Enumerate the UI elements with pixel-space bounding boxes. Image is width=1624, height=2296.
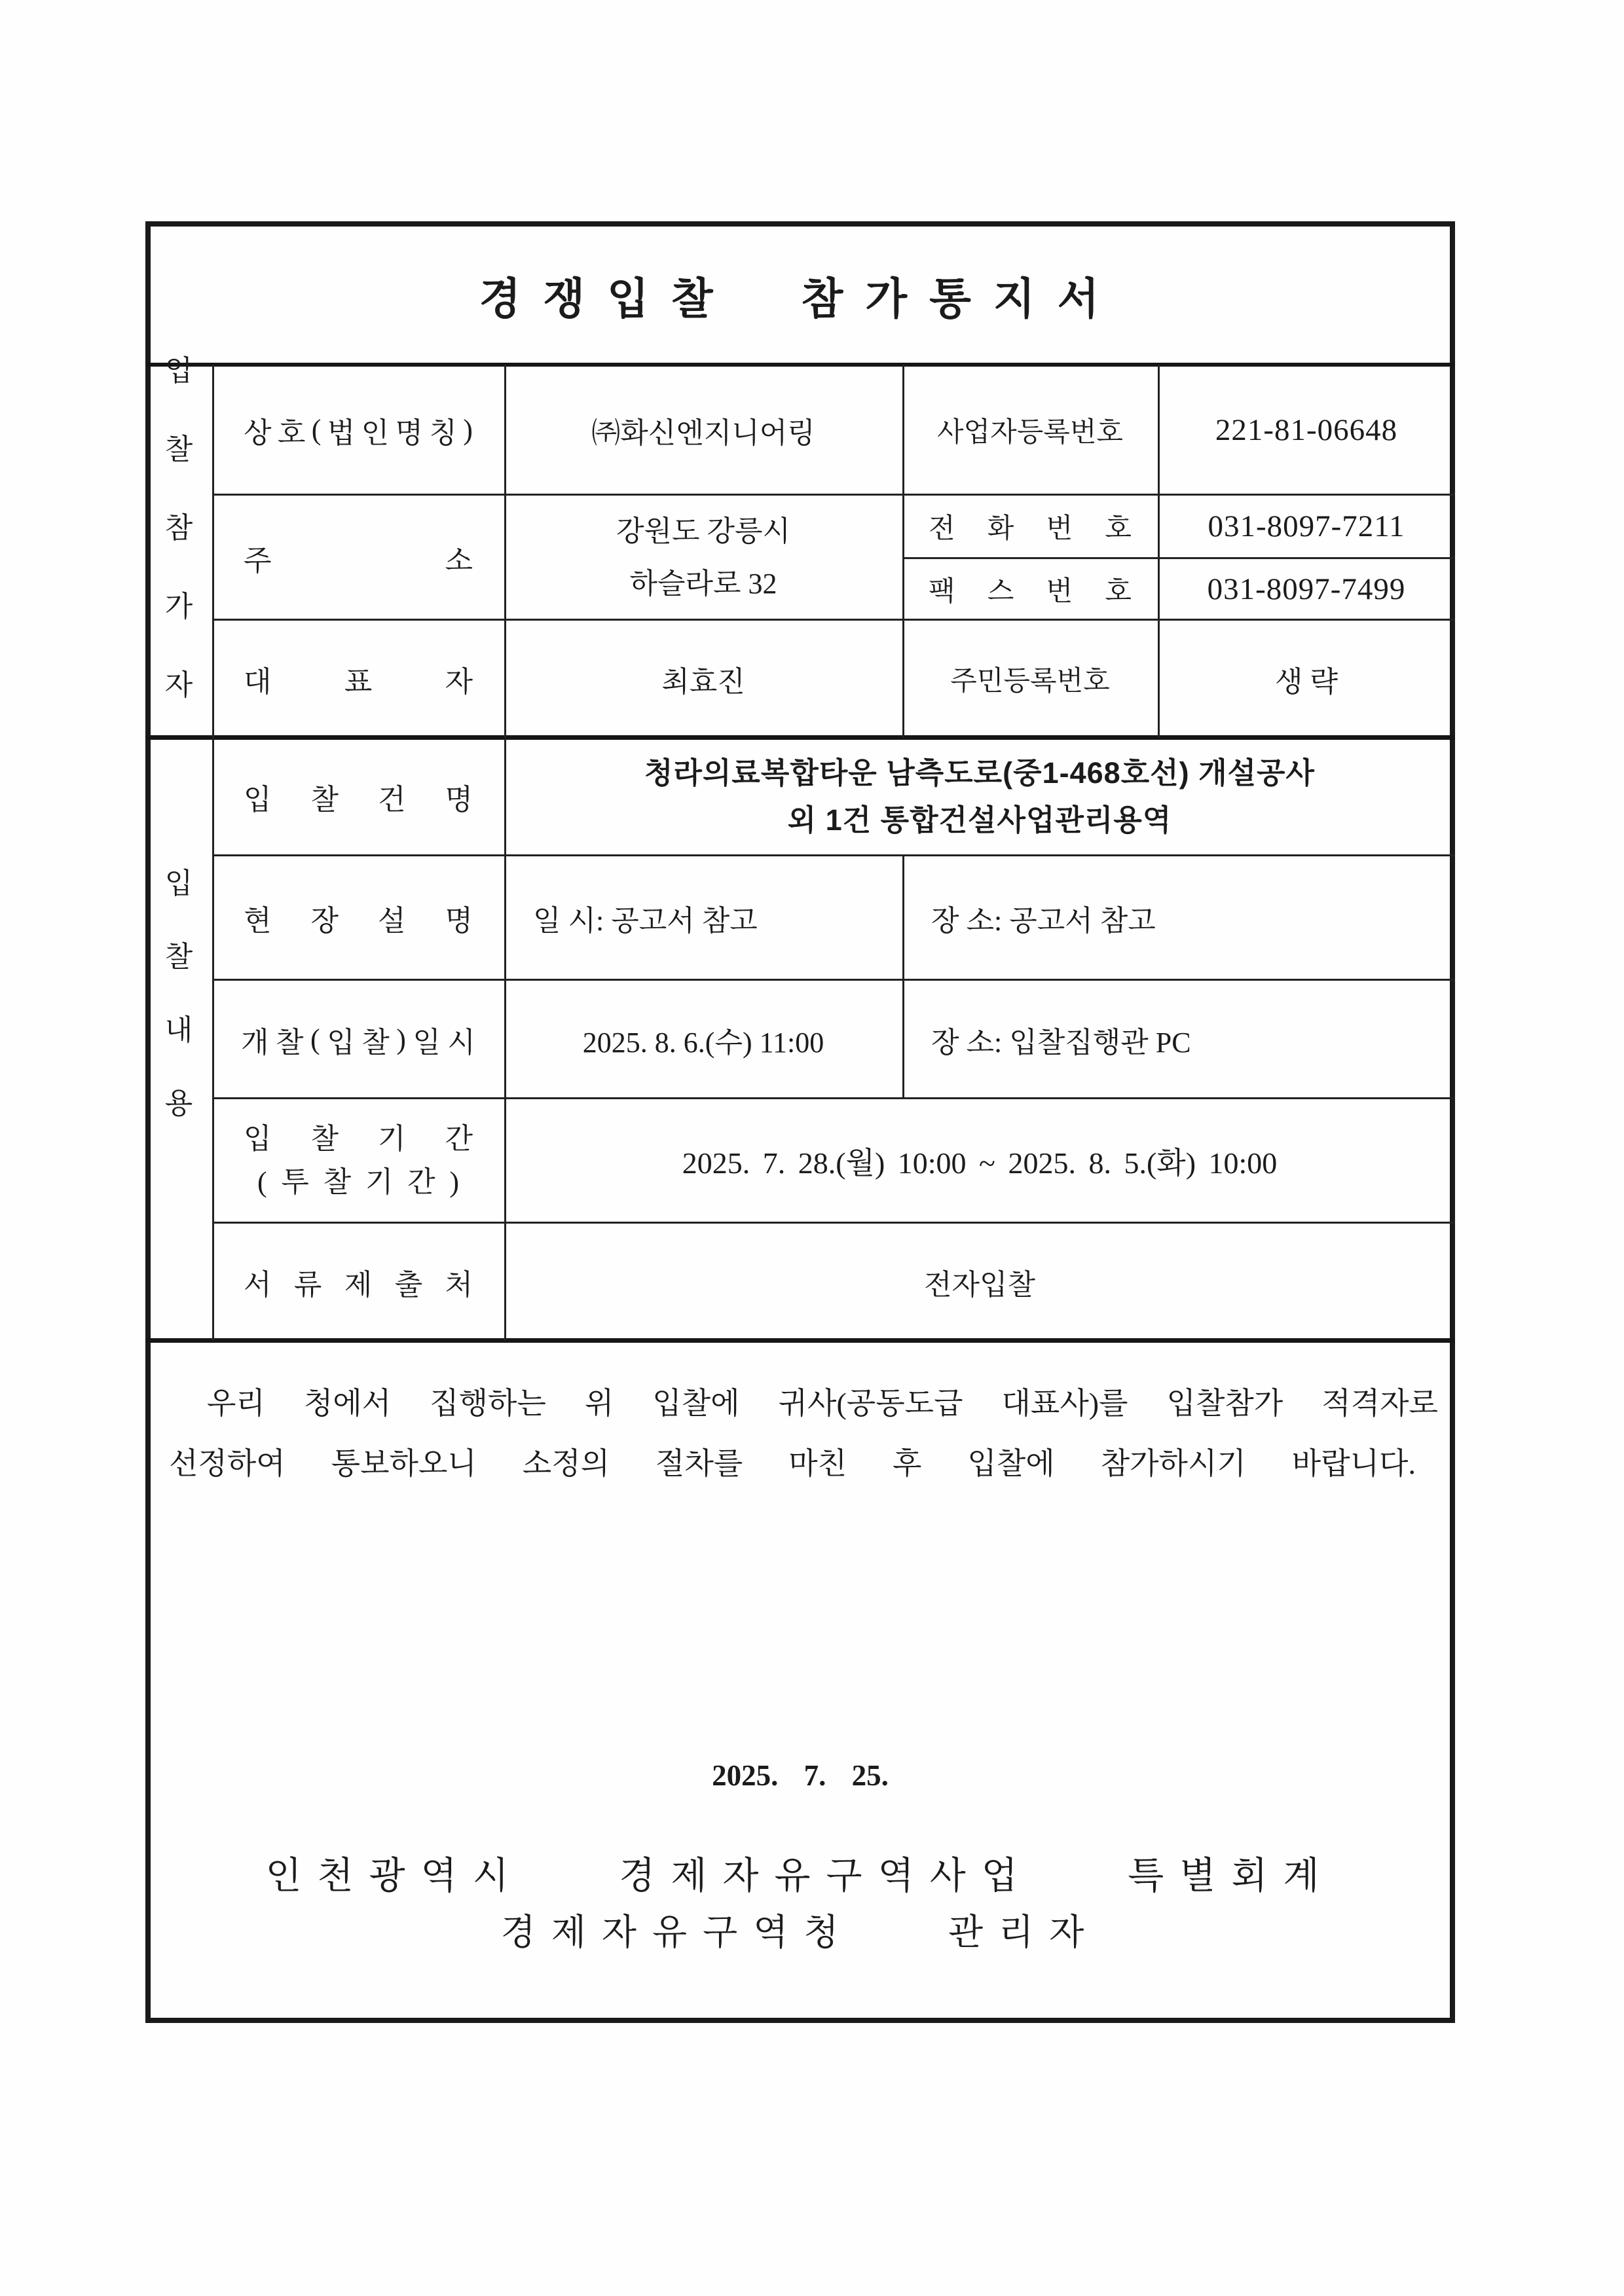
issuer-line1: 인천광역시 경제자유구역사업 특별회계 xyxy=(265,1855,1335,1897)
business-number-label: 사업자등록번호 xyxy=(936,417,1123,448)
issue-date: 2025. 7. 25. xyxy=(712,1759,889,1792)
site-briefing-place: 장 소: 공고서 참고 xyxy=(931,905,1156,937)
notice-paragraph-line1: 우리 청에서 집행하는 위 입찰에 귀사(공동도급 대표사)를 입찰참가 적격자로 xyxy=(207,1387,1438,1420)
bid-name-line1: 청라의료복합타운 남측도로(중1-468호선) 개설공사 xyxy=(644,756,1315,790)
notice-paragraph xyxy=(169,1374,1438,1494)
resident-number-value: 생 략 xyxy=(1274,666,1338,698)
address-label: 주 소 xyxy=(244,544,473,577)
section-label-bid-participant: 입 찰 참 가 자 xyxy=(164,355,193,701)
resident-number-label: 주민등록번호 xyxy=(950,666,1110,697)
fax-label: 팩 스 번 호 xyxy=(929,576,1132,607)
section-label-bid-content: 입 찰 내 용 xyxy=(164,867,193,1120)
phone-value: 031-8097-7211 xyxy=(1208,509,1405,543)
bid-name-line2: 외 1건 통합건설사업관리용역 xyxy=(787,803,1172,837)
document-submission-value: 전자입찰 xyxy=(923,1269,1035,1301)
document-submission-label: 서 류 제 출 처 xyxy=(244,1269,473,1301)
site-briefing-label: 현 장 설 명 xyxy=(244,905,473,937)
fax-value: 031-8097-7499 xyxy=(1207,572,1406,606)
phone-label: 전 화 번 호 xyxy=(929,514,1132,544)
address-line1: 강원도 강릉시 xyxy=(616,515,791,547)
company-name-value: ㈜화신엔지니어링 xyxy=(591,416,815,449)
bid-name-value xyxy=(504,738,1455,856)
address-line2: 하슬라로 32 xyxy=(629,567,777,600)
notice-paragraph-line2: 선정하여 통보하오니 소정의 절차를 마친 후 입찰에 참가하시기 바랍니다. xyxy=(169,1447,1416,1480)
bid-opening-label: 개 찰 ( 입 찰 ) 일 시 xyxy=(241,1023,475,1059)
business-number-value: 221-81-06648 xyxy=(1215,412,1398,447)
address-value xyxy=(504,495,902,620)
bid-opening-place: 장 소: 입찰집행관 PC xyxy=(931,1026,1191,1059)
site-briefing-time: 일 시: 공고서 참고 xyxy=(533,905,758,937)
ceo-value: 최효진 xyxy=(661,666,745,698)
bid-period-value: 2025. 7. 28.(월) 10:00 ~ 2025. 8. 5.(화) 10:00 xyxy=(682,1146,1278,1180)
company-name-label: 상 호 ( 법 인 명 칭 ) xyxy=(244,414,473,449)
bid-period-label-line2: ( 투 찰 기 간 ) xyxy=(257,1166,459,1198)
bid-period-label-line1: 입 찰 기 간 xyxy=(244,1123,473,1155)
bid-opening-time: 2025. 8. 6.(수) 11:00 xyxy=(582,1026,824,1059)
issuer-line2: 경제자유구역청 관리자 xyxy=(500,1912,1100,1952)
document-title: 경쟁입찰 참가통지서 xyxy=(479,275,1122,323)
ceo-label: 대 표 자 xyxy=(244,666,473,698)
bid-period-label xyxy=(212,1099,504,1223)
bid-name-label: 입 찰 건 명 xyxy=(244,784,473,816)
